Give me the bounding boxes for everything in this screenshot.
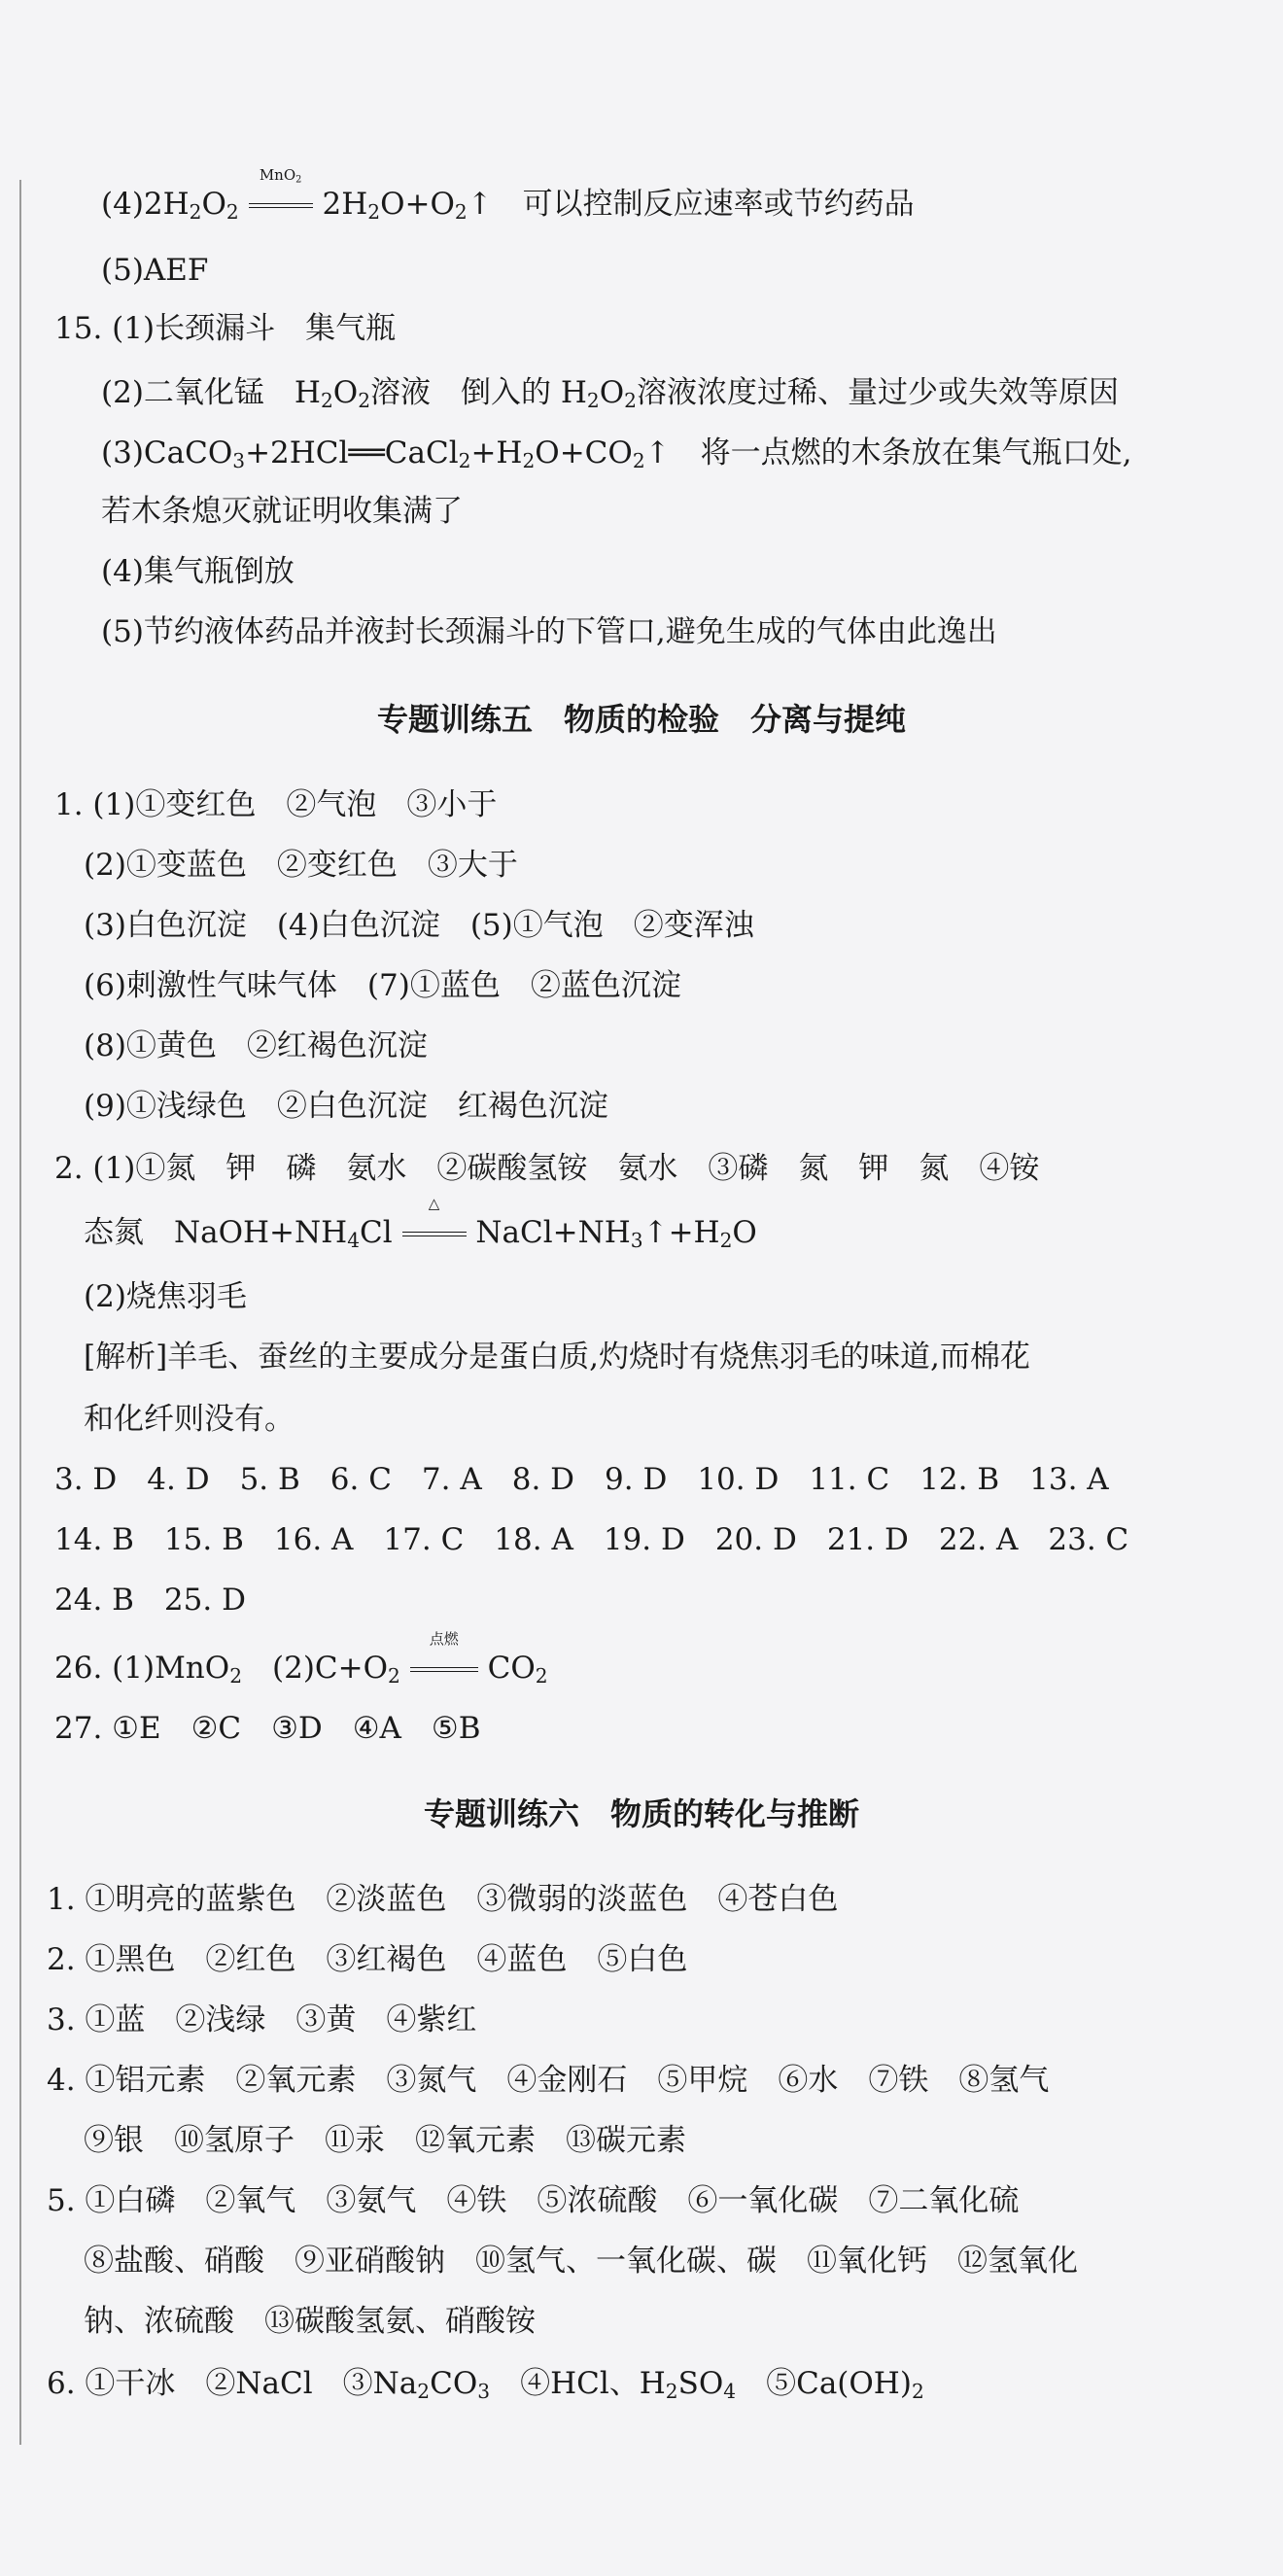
answer-line: ⑧盐酸、硝酸 ⑨亚硝酸钠 ⑩氢气、一氧化碳、碳 ⑪氧化钙 ⑫氢氧化 (84, 2244, 1078, 2279)
section-heading: 专题训练六 物质的转化与推断 (423, 1795, 859, 1832)
answer-line: (4)集气瓶倒放 (101, 554, 295, 589)
text: O+O (380, 187, 455, 222)
text: O (201, 187, 226, 222)
answer-line: 5. ①白磷 ②氧气 ③氨气 ④铁 ⑤浓硫酸 ⑥一氧化碳 ⑦二氧化硫 (47, 2183, 1020, 2218)
answer-line: $(3)CaCO_3+2HCl══CaCl_2+H_2O+CO_2↑$ 将一点燃的木条放在集气瓶口处, (101, 435, 1132, 473)
answer-line: 2. (1)①氮 钾 磷 氨水 ②碳酸氢铵 氨水 ③磷 氮 钾 氮 ④铵 (54, 1151, 1040, 1186)
subscript: 2 (454, 200, 468, 225)
answer-line: 1. ①明亮的蓝紫色 ②淡蓝色 ③微弱的淡蓝色 ④苍白色 (47, 1882, 839, 1917)
answer-line: 24. B 25. D (54, 1583, 246, 1618)
analysis-text: [解析]羊毛、蚕丝的主要成分是蛋白质,灼烧时有烧焦羽毛的味道,而棉花 (84, 1340, 1030, 1375)
answer-line: (5)AEF (101, 253, 209, 288)
answer-line: (8)①黄色 ②红褐色沉淀 (84, 1028, 428, 1063)
answer-line: 14. B 15. B 16. A 17. C 18. A 19. D 20. D 21. D 22. A 23. C (54, 1522, 1129, 1557)
answer-line: (9)①浅绿色 ②白色沉淀 红褐色沉淀 (84, 1089, 608, 1124)
reaction-condition: MnO$_2$ (249, 185, 313, 224)
subscript: 2 (189, 200, 202, 225)
answer-line: (2)烧焦羽毛 (84, 1279, 247, 1314)
answer-line (101, 166, 915, 231)
text: 2H (322, 187, 368, 222)
answer-line: (3)白色沉淀 (4)白色沉淀 (5)①气泡 ②变浑浊 (84, 908, 754, 943)
answer-line: 1. (1)①变红色 ②气泡 ③小于 (54, 787, 498, 822)
section-heading: 专题训练五 物质的检验 分离与提纯 (376, 701, 906, 738)
text: ↑ 可以控制反应速率或节约药品 (467, 187, 915, 222)
answer-line: 3. D 4. D 5. B 6. C 7. A 8. D 9. D 10. D 11. C 12. B 13. A (54, 1462, 1109, 1497)
answer-line: 15. (1)长颈漏斗 集气瓶 (54, 311, 397, 346)
reaction-condition: 点燃 (410, 1649, 478, 1688)
analysis-text: 和化纤则没有。 (84, 1402, 295, 1437)
answer-line: (2)①变蓝色 ②变红色 ③大于 (84, 848, 518, 883)
subscript: 2 (367, 200, 381, 225)
answer-line: 2. ①黑色 ②红色 ③红褐色 ④蓝色 ⑤白色 (47, 1942, 688, 1977)
answer-line: 钠、浓硫酸 ⑬碳酸氢氨、硝酸铵 (84, 2304, 536, 2339)
answer-line: 态氮 $NaOH+NH_4Cl$ △ $NaCl+NH_3↑+H_2O$ (84, 1195, 757, 1253)
answer-line: 若木条熄灭就证明收集满了 (101, 494, 463, 529)
answer-line: 26. (1)MnO$_2$ $(2)C+O_2$ 点燃 $CO_2$ (54, 1630, 548, 1688)
margin-rule (19, 180, 21, 2445)
answer-line: (6)刺激性气味气体 (7)①蓝色 ②蓝色沉淀 (84, 968, 681, 1003)
text: (4)2H (101, 187, 190, 222)
subscript: 2 (225, 200, 239, 225)
answer-line: 27. ①E ②C ③D ④A ⑤B (54, 1711, 481, 1746)
answer-line: 6. ①干冰 ②NaCl $③Na_2CO_3$ ④HCl、$H_2SO_4$ $⑤Ca(OH)_2$ (47, 2366, 924, 2404)
answer-line: (2)二氧化锰 $H_2O_2$溶液 倒入的 $H_2O_2$溶液浓度过稀、量过少或失效等原因 (101, 375, 1119, 413)
answer-line: (5)节约液体药品并液封长颈漏斗的下管口,避免生成的气体由此逸出 (101, 614, 997, 649)
reaction-condition: △ (402, 1213, 467, 1252)
answer-line: 4. ①铝元素 ②氧元素 ③氮气 ④金刚石 ⑤甲烷 ⑥水 ⑦铁 ⑧氢气 (47, 2063, 1050, 2098)
answer-line: 3. ①蓝 ②浅绿 ③黄 ④紫红 (47, 2002, 477, 2037)
answer-line: ⑨银 ⑩氢原子 ⑪汞 ⑫氧元素 ⑬碳元素 (84, 2123, 686, 2158)
